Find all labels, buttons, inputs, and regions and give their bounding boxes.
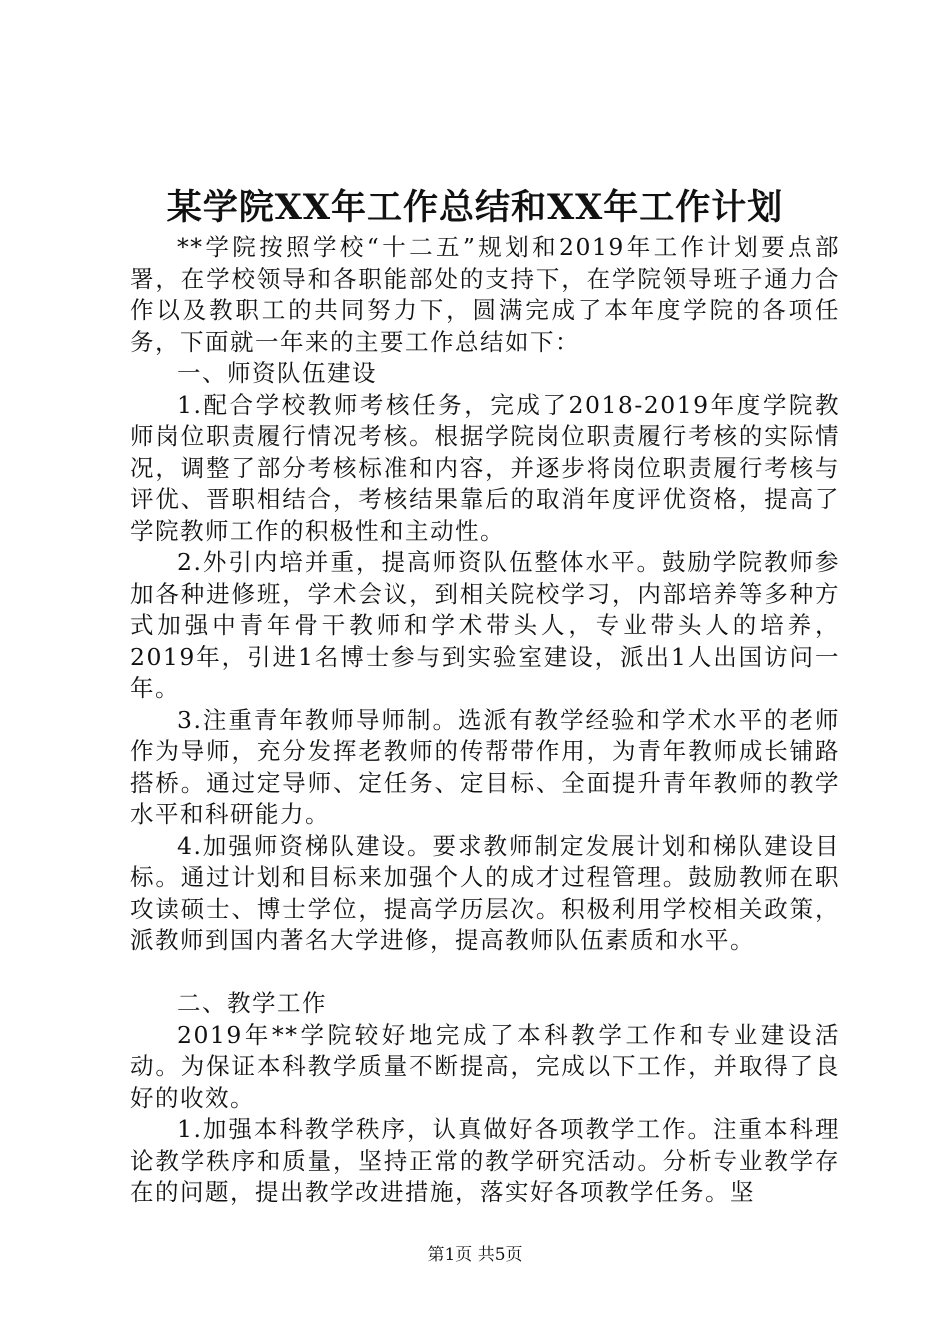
faculty-item-4: 4.加强师资梯队建设。要求教师制定发展计划和梯队建设目标。通过计划和目标来加强个人的成才过程管理。鼓励教师在职攻读硕士、博士学位，提高学历层次。积极利用学校相关政策，派教师到国内著名大学进修，提高教师队伍素质和水平。 (130, 831, 840, 954)
teaching-item-1: 1.加强本科教学秩序，认真做好各项教学工作。注重本科理论教学秩序和质量，坚持正常的教学研究活动。分析专业教学存在的问题，提出教学改进措施，落实好各项教学任务。坚 (130, 1115, 840, 1206)
document-body (130, 232, 840, 1209)
section-heading-teaching: 二、教学工作 (177, 989, 327, 1017)
faculty-item-2: 2.外引内培并重，提高师资队伍整体水平。鼓励学院教师参加各种进修班，学术会议，到相关院校学习，内部培养等多种方式加强中青年骨干教师和学术带头人，专业带头人的培养，2019年，引进1名博士参与到实验室建设，派出1人出国访问一年。 (130, 548, 840, 702)
teaching-intro-paragraph: 2019年**学院较好地完成了本科教学工作和专业建设活动。为保证本科教学质量不断提高，完成以下工作，并取得了良好的收效。 (130, 1020, 840, 1112)
page-indicator: 第1页 共5页 (427, 1245, 523, 1265)
faculty-item-3: 3.注重青年教师导师制。选派有教学经验和学术水平的老师作为导师，充分发挥老教师的传帮带作用，为青年教师成长铺路搭桥。通过定导师、定任务、定目标、全面提升青年教师的教学水平和科研能力。 (130, 705, 840, 828)
faculty-item-1: 1.配合学校教师考核任务，完成了2018-2019年度学院教师岗位职责履行情况考核。根据学院岗位职责履行考核的实际情况，调整了部分考核标准和内容，并逐步将岗位职责履行考核与评优、晋职相结合，考核结果靠后的取消年度评优资格，提高了学院教师工作的积极性和主动性。 (130, 390, 840, 545)
document-title: 某学院XX年工作总结和XX年工作计划 (166, 187, 784, 228)
section-heading-faculty: 一、师资队伍建设 (177, 359, 377, 387)
intro-paragraph: **学院按照学校“十二五”规划和2019年工作计划要点部署，在学校领导和各职能部处的支持下，在学院领导班子通力合作以及教职工的共同努力下，圆满完成了本年度学院的各项任务，下面就一年来的主要工作总结如下： (130, 233, 840, 356)
section-spacer (130, 957, 840, 989)
